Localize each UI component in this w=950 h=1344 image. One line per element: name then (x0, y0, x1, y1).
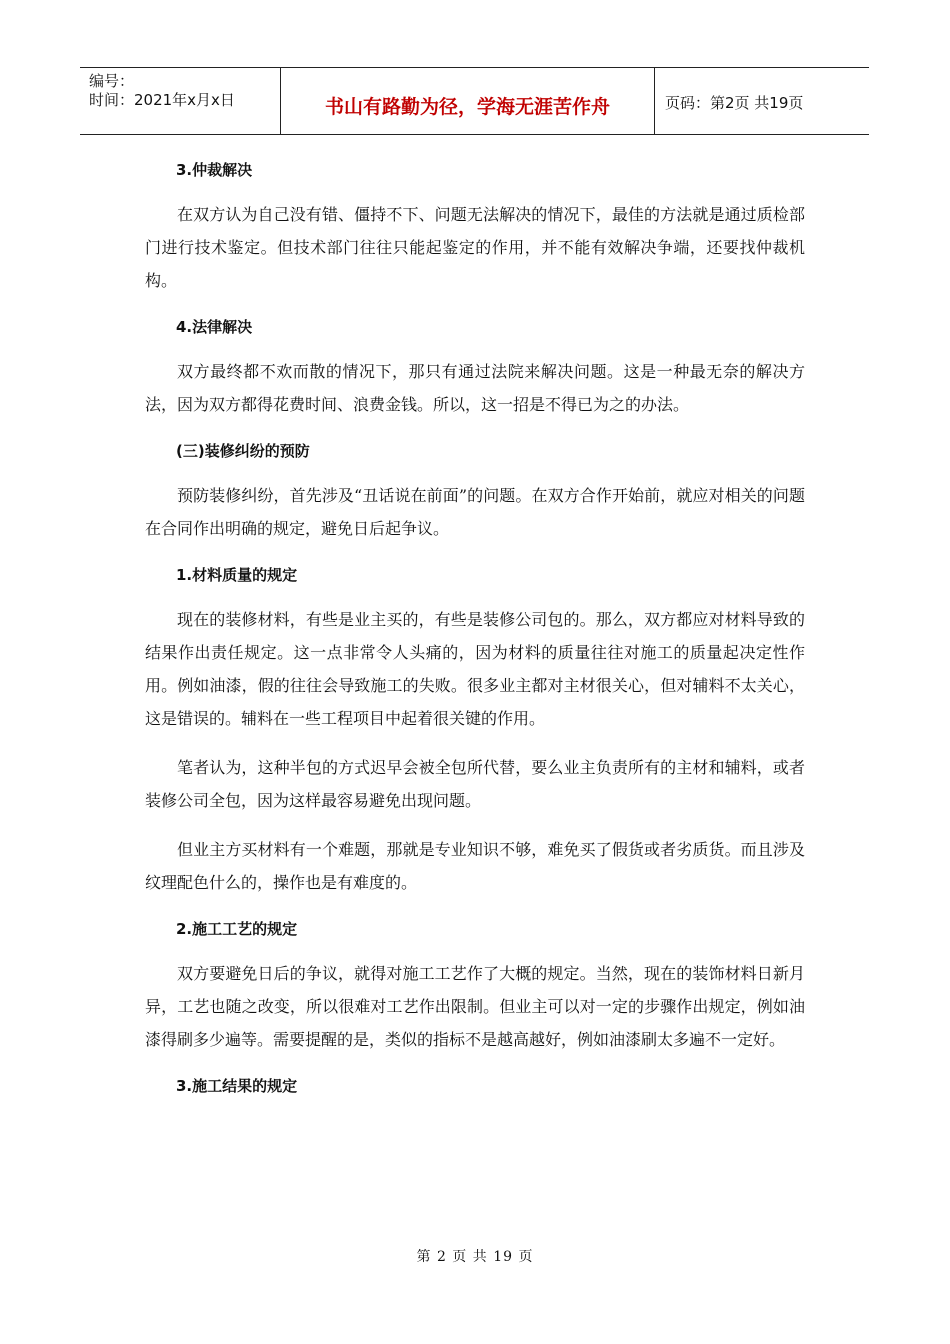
page-footer: 第 2 页 共 19 页 (416, 1249, 534, 1265)
page-header (80, 67, 869, 135)
body-paragraph: 双方要避免日后的争议，就得对施工工艺作了大概的规定。当然，现在的装饰材料日新月异，工艺也随之改变，所以很难对工艺作出限制。但业主可以对一定的步骤作出规定，例如油漆得刷多少遍等。需要提醒的是，类似的指标不是越高越好，例如油漆刷太多遍不一定好。 (145, 964, 805, 1049)
header-motto: 书山有路勤为径，学海无涯苦作舟 (281, 68, 655, 134)
section-heading: 4.法律解决 (176, 318, 253, 336)
time-label: 时间：2021年x月x日 (89, 91, 235, 109)
body-paragraph: 但业主方买材料有一个难题，那就是专业知识不够，难免买了假货或者劣质货。而且涉及纹理配色什么的，操作也是有难度的。 (145, 840, 805, 892)
document-body (145, 150, 805, 1098)
section-heading: 3.仲裁解决 (176, 161, 253, 179)
section-heading: (三)装修纠纷的预防 (176, 442, 310, 460)
body-paragraph: 笔者认为，这种半包的方式迟早会被全包所代替，要么业主负责所有的主材和辅料，或者装修公司全包，因为这样最容易避免出现问题。 (145, 758, 805, 810)
body-paragraph: 双方最终都不欢而散的情况下，那只有通过法院来解决问题。这是一种最无奈的解决方法，因为双方都得花费时间、浪费金钱。所以，这一招是不得已为之的办法。 (145, 362, 805, 414)
section-heading: 2.施工工艺的规定 (176, 920, 298, 938)
section-heading: 1.材料质量的规定 (176, 566, 298, 584)
body-paragraph: 预防装修纠纷，首先涉及“丑话说在前面”的问题。在双方合作开始前，就应对相关的问题在合同作出明确的规定，避免日后起争议。 (145, 486, 805, 538)
header-meta (80, 68, 281, 134)
header-page-info: 页码：第2页 共19页 (665, 93, 804, 112)
section-heading: 3.施工结果的规定 (176, 1077, 298, 1095)
body-paragraph: 现在的装修材料，有些是业主买的，有些是装修公司包的。那么，双方都应对材料导致的结果作出责任规定。这一点非常令人头痛的，因为材料的质量往往对施工的质量起决定性作用。例如油漆，假的往往会导致施工的失败。很多业主都对主材很关心，但对辅料不太关心，这是错误的。辅料在一些工程项目中起着很关键的作用。 (145, 610, 805, 728)
body-paragraph: 在双方认为自己没有错、僵持不下、问题无法解决的情况下，最佳的方法就是通过质检部门进行技术鉴定。但技术部门往往只能起鉴定的作用，并不能有效解决争端，还要找仲裁机构。 (145, 205, 805, 290)
serial-label: 编号： (89, 72, 135, 90)
